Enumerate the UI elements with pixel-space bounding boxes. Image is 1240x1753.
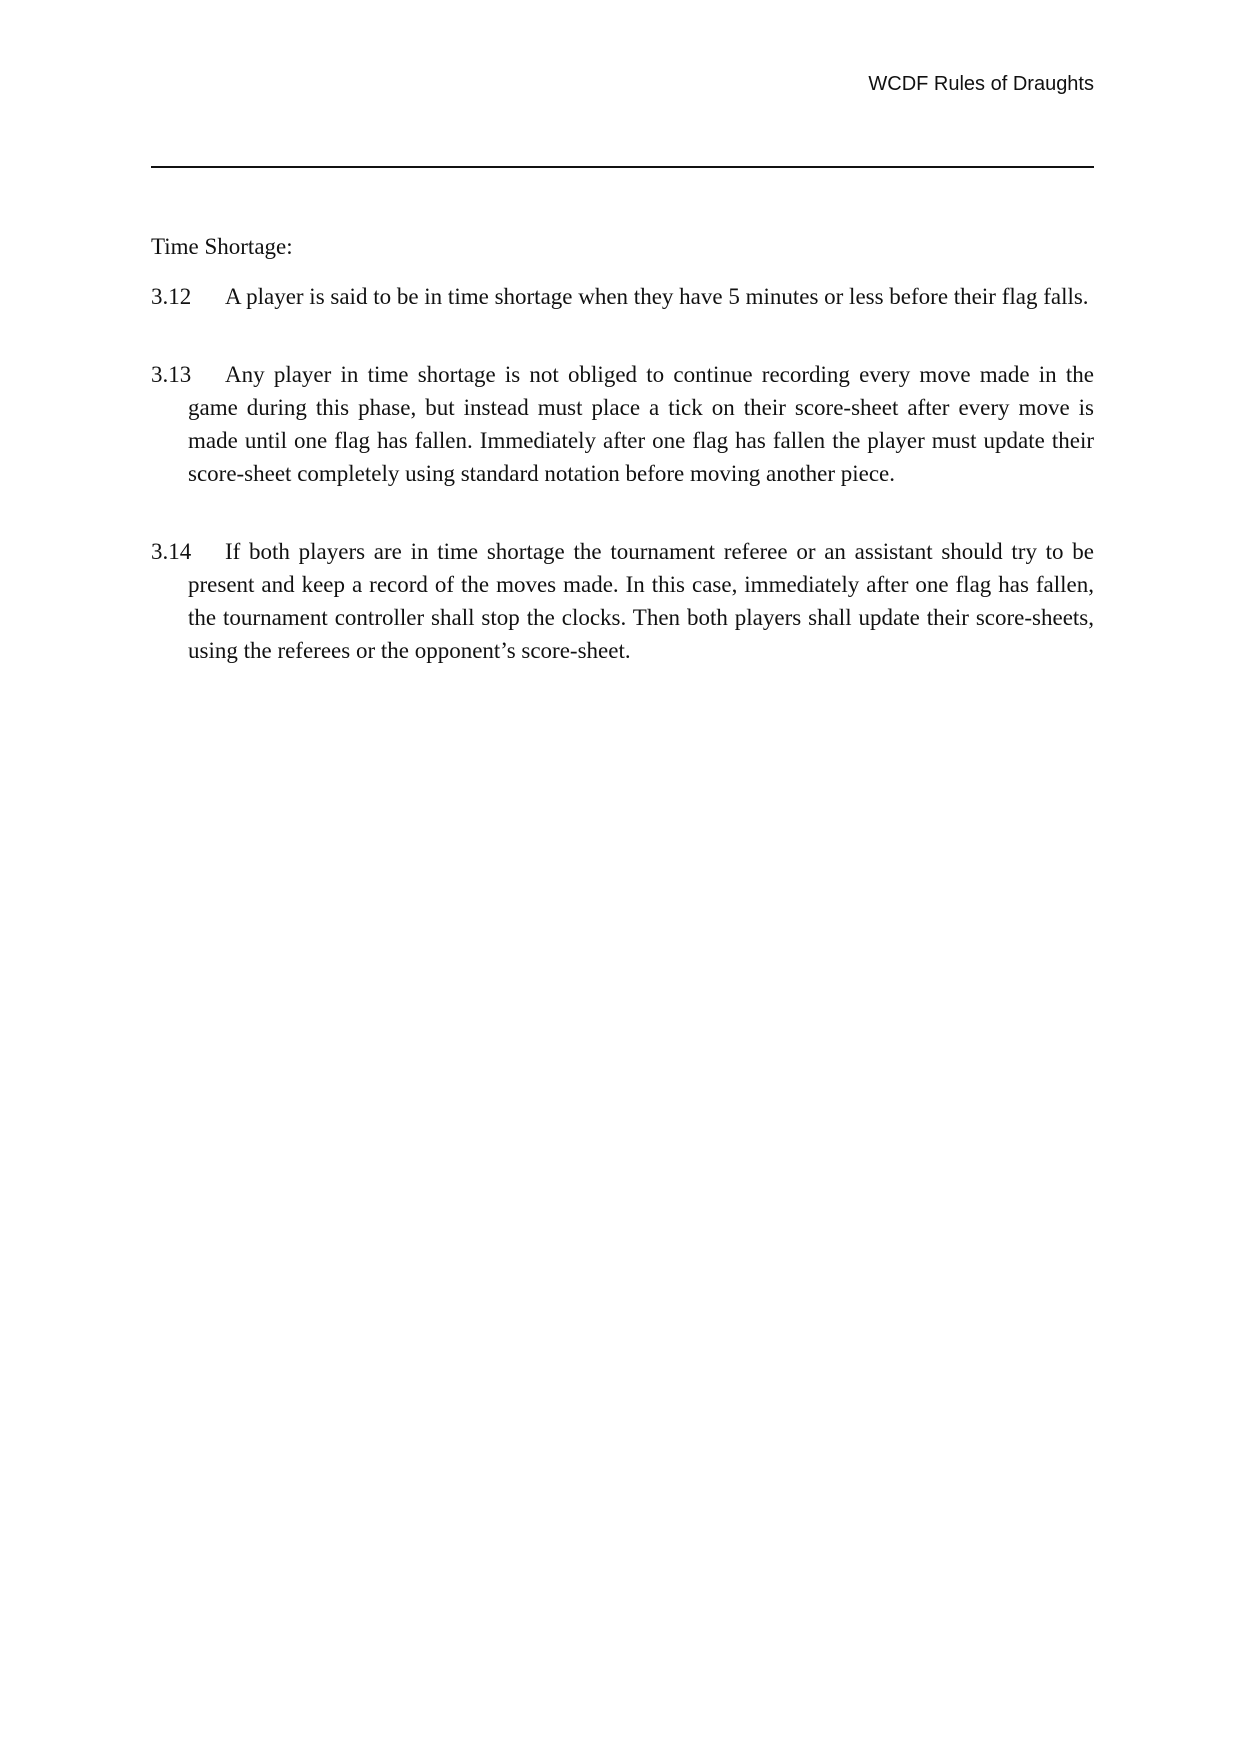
section-heading: Time Shortage: <box>151 234 293 259</box>
rule-text: Any player in time shortage is not obliged to continue recording every move made in the game during this phase, but instead must place a tick on their score-sheet after every move is made until one flag has fallen. Immediately after one flag has fallen the player must update their score-sheet completely using standard notation before moving another piece. <box>188 362 1094 486</box>
running-header: WCDF Rules of Draughts <box>868 73 1094 95</box>
rule-text: If both players are in time shortage the tournament referee or an assistant should try to be present and keep a record of the moves made. In this case, immediately after one flag has fallen, the tournament controller shall stop the clocks. Then both players shall update their score-sheets, using the referees or the opponent’s score-sheet. <box>188 539 1094 663</box>
rule-3-13 <box>151 358 1094 490</box>
page-body <box>151 230 1094 667</box>
rule-number: 3.13 <box>151 362 192 387</box>
header-divider <box>151 166 1094 168</box>
rule-number: 3.12 <box>151 284 192 309</box>
rule-3-14 <box>151 535 1094 667</box>
rule-3-12 <box>151 280 1094 313</box>
rule-text: A player is said to be in time shortage when they have 5 minutes or less before their flag falls. <box>225 284 1089 309</box>
rule-number: 3.14 <box>151 539 192 564</box>
